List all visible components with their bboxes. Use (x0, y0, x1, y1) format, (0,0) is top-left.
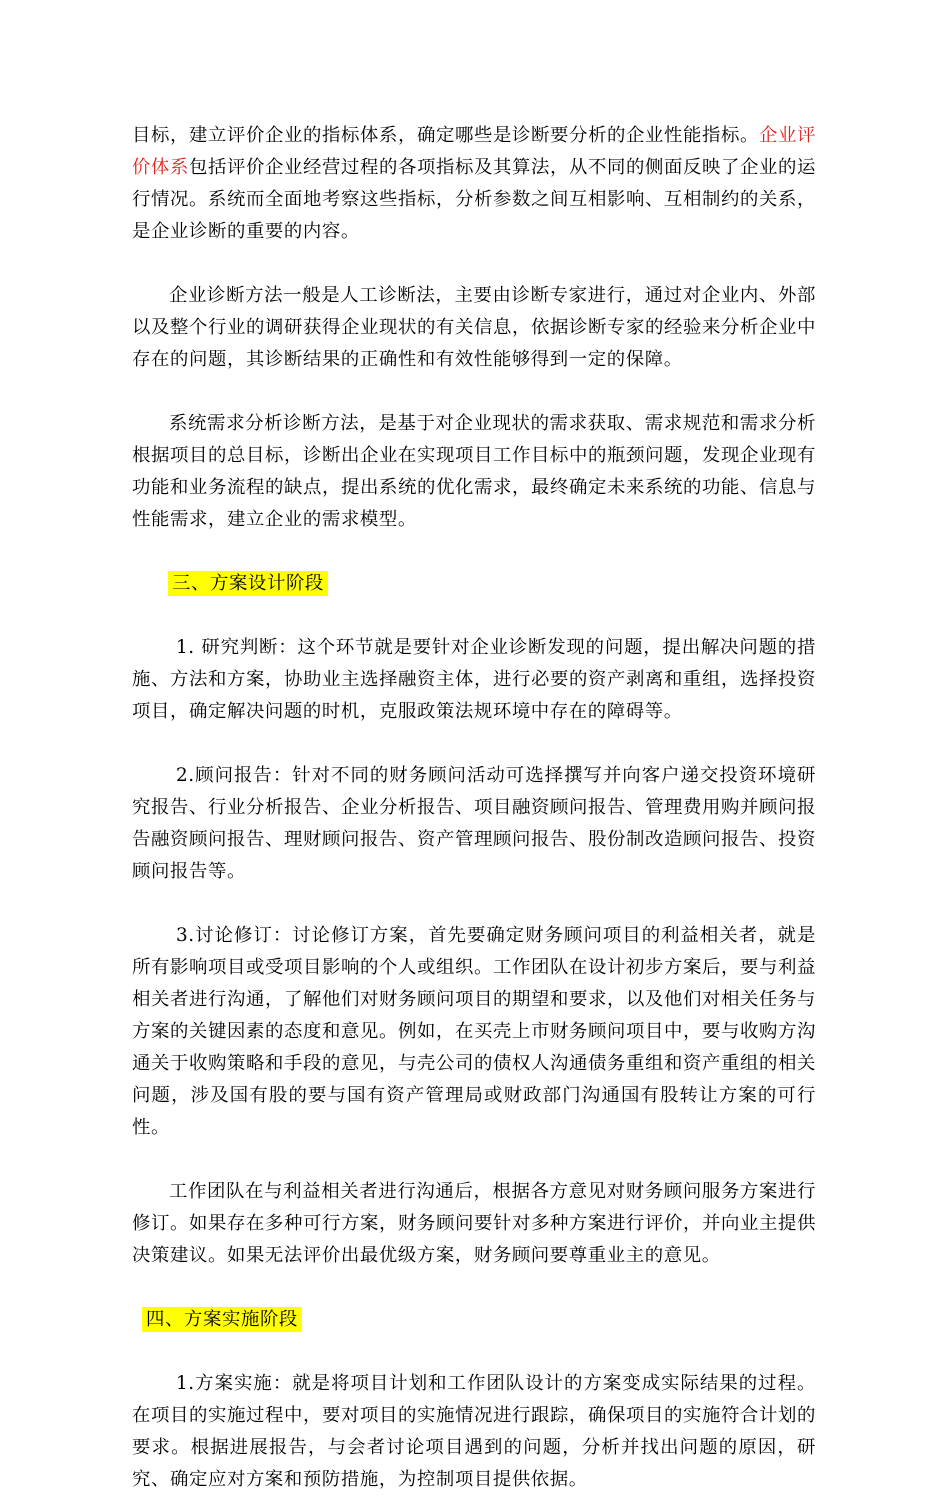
highlighted-heading: 三、方案设计阶段 (168, 571, 328, 596)
red-term-enterprise-evaluation-system: 企业评价体系 (132, 125, 816, 178)
section-heading-design (132, 568, 816, 600)
list-item-advisory-report: 2.顾问报告：针对不同的财务顾问活动可选择撰写并向客户递交投资环境研究报告、行业分析报告、企业分析报告、项目融资顾问报告、管理费用购并顾问报告融资顾问报告、理财顾问报告、资产管理顾问报告、股份制改造顾问报告、投资顾问报告等。 (132, 765, 816, 882)
document-page (132, 120, 816, 1496)
paragraph-requirements-analysis: 系统需求分析诊断方法，是基于对企业现状的需求获取、需求规范和需求分析根据项目的总目标，诊断出企业在实现项目工作目标中的瓶颈问题，发现企业现有功能和业务流程的缺点，提出系统的优化需求，最终确定未来系统的功能、信息与性能需求，建立企业的需求模型。 (132, 413, 816, 530)
list-item-discussion-revision: 3.讨论修订：讨论修订方案，首先要确定财务顾问项目的利益相关者，就是所有影响项目或受项目影响的个人或组织。工作团队在设计初步方案后，要与利益相关者进行沟通，了解他们对财务顾问项目的期望和要求，以及他们对相关任务与方案的关键因素的态度和意见。例如，在买壳上市财务顾问项目中，要与收购方沟通关于收购策略和手段的意见，与壳公司的债权人沟通债务重组和资产重组的相关问题，涉及国有股的要与国有资产管理局或财政部门沟通国有股转让方案的可行性。 (132, 925, 816, 1138)
highlighted-heading: 四、方案实施阶段 (142, 1307, 302, 1332)
list-item-research-judgment: 1. 研究判断：这个环节就是要针对企业诊断发现的问题，提出解决问题的措施、方法和方案，协助业主选择融资主体，进行必要的资产剥离和重组，选择投资项目，确定解决问题的时机，克服政策法规环境中存在的障碍等。 (132, 637, 816, 722)
paragraph-text: 目标，建立评价企业的指标体系，确定哪些是诊断要分析的企业性能指标。 (132, 125, 759, 146)
section-heading-implementation (132, 1304, 816, 1336)
paragraph-evaluation-system (132, 120, 816, 248)
paragraph-revision-after-communication: 工作团队在与利益相关者进行沟通后，根据各方意见对财务顾问服务方案进行修订。如果存在多种可行方案，财务顾问要针对多种方案进行评价，并向业主提供决策建议。如果无法评价出最优级方案，财务顾问要尊重业主的意见。 (132, 1181, 816, 1266)
paragraph-text: 包括评价企业经营过程的各项指标及其算法，从不同的侧面反映了企业的运行情况。系统而全面地考察这些指标，分析参数之间互相影响、互相制约的关系，是企业诊断的重要的内容。 (132, 157, 816, 242)
list-item-plan-implementation: 1.方案实施：就是将项目计划和工作团队设计的方案变成实际结果的过程。在项目的实施过程中，要对项目的实施情况进行跟踪，确保项目的实施符合计划的要求。根据进展报告，与会者讨论项目遇到的问题，分析并找出问题的原因，研究、确定应对方案和预防措施，为控制项目提供依据。 (132, 1373, 816, 1490)
paragraph-manual-diagnosis: 企业诊断方法一般是人工诊断法，主要由诊断专家进行，通过对企业内、外部以及整个行业的调研获得企业现状的有关信息，依据诊断专家的经验来分析企业中存在的问题，其诊断结果的正确性和有效性能够得到一定的保障。 (132, 285, 816, 370)
